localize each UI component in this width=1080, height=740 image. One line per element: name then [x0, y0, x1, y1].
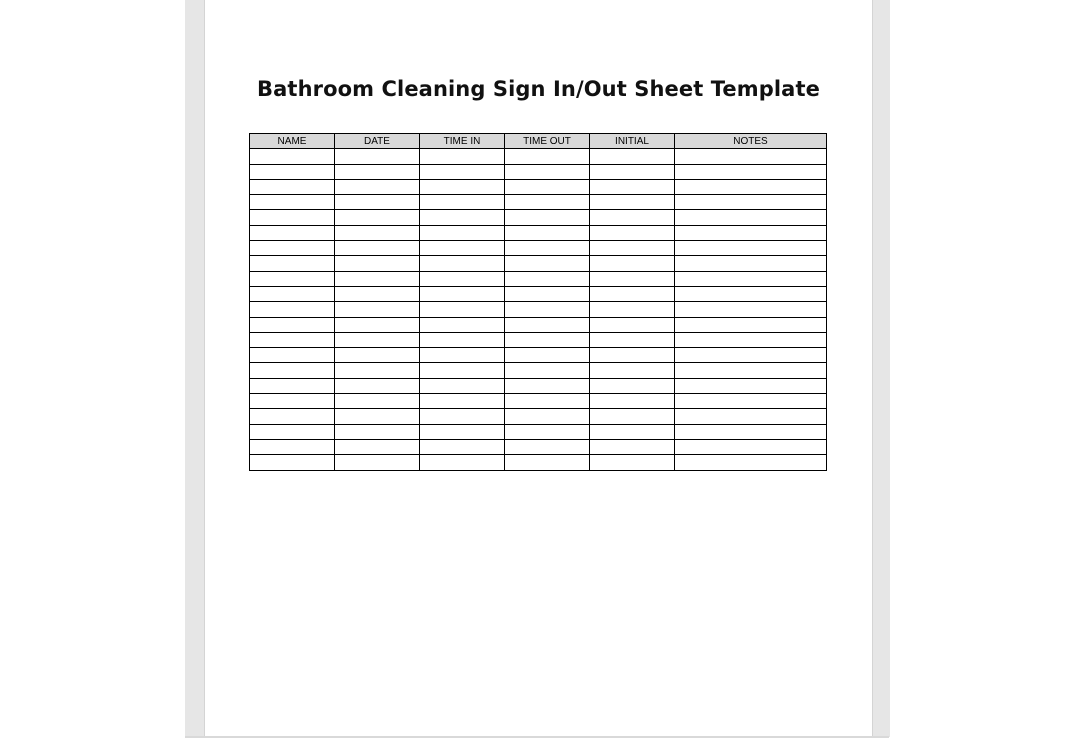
initial-cell[interactable] [590, 424, 675, 439]
table-row [250, 455, 827, 470]
date-cell[interactable] [335, 317, 420, 332]
bottom-page-edge [185, 736, 889, 738]
initial-cell[interactable] [590, 149, 675, 164]
name-cell[interactable] [250, 241, 335, 256]
time-out-cell[interactable] [505, 225, 590, 240]
notes-cell[interactable] [675, 332, 827, 347]
initial-cell[interactable] [590, 332, 675, 347]
table-row [250, 164, 827, 179]
name-cell[interactable] [250, 332, 335, 347]
notes-cell[interactable] [675, 149, 827, 164]
time-in-cell[interactable] [420, 378, 505, 393]
time-in-cell[interactable] [420, 241, 505, 256]
time-in-cell[interactable] [420, 424, 505, 439]
initial-cell[interactable] [590, 409, 675, 424]
date-cell[interactable] [335, 332, 420, 347]
date-cell[interactable] [335, 378, 420, 393]
time-in-cell[interactable] [420, 149, 505, 164]
name-cell[interactable] [250, 363, 335, 378]
sign-in-out-table [249, 133, 827, 471]
time-out-cell[interactable] [505, 378, 590, 393]
date-cell[interactable] [335, 348, 420, 363]
time-out-cell[interactable] [505, 179, 590, 194]
initial-cell[interactable] [590, 256, 675, 271]
initial-cell[interactable] [590, 225, 675, 240]
time-in-cell[interactable] [420, 409, 505, 424]
time-in-cell[interactable] [420, 394, 505, 409]
name-cell[interactable] [250, 302, 335, 317]
initial-cell[interactable] [590, 317, 675, 332]
name-cell[interactable] [250, 348, 335, 363]
date-cell[interactable] [335, 256, 420, 271]
time-out-cell[interactable] [505, 256, 590, 271]
table-row [250, 348, 827, 363]
initial-cell[interactable] [590, 394, 675, 409]
notes-cell[interactable] [675, 348, 827, 363]
name-cell[interactable] [250, 256, 335, 271]
date-cell[interactable] [335, 164, 420, 179]
date-cell[interactable] [335, 302, 420, 317]
notes-cell[interactable] [675, 378, 827, 393]
name-cell[interactable] [250, 394, 335, 409]
date-cell[interactable] [335, 225, 420, 240]
time-in-cell[interactable] [420, 286, 505, 301]
time-in-cell[interactable] [420, 195, 505, 210]
notes-cell[interactable] [675, 256, 827, 271]
time-in-cell[interactable] [420, 455, 505, 470]
table-row [250, 394, 827, 409]
notes-cell[interactable] [675, 317, 827, 332]
table-header-row [250, 134, 827, 149]
date-cell[interactable] [335, 149, 420, 164]
name-cell[interactable] [250, 195, 335, 210]
table-row [250, 378, 827, 393]
name-cell[interactable] [250, 409, 335, 424]
time-in-cell[interactable] [420, 225, 505, 240]
table-row [250, 332, 827, 347]
table-row [250, 424, 827, 439]
notes-cell[interactable] [675, 164, 827, 179]
time-in-cell[interactable] [420, 317, 505, 332]
time-in-cell[interactable] [420, 348, 505, 363]
name-cell[interactable] [250, 149, 335, 164]
table-row [250, 149, 827, 164]
initial-cell[interactable] [590, 302, 675, 317]
time-out-cell[interactable] [505, 164, 590, 179]
time-out-cell[interactable] [505, 363, 590, 378]
document-page[interactable] [205, 0, 872, 736]
table-row [250, 302, 827, 317]
left-page-margin-gutter [185, 0, 205, 737]
initial-cell[interactable] [590, 286, 675, 301]
name-cell[interactable] [250, 317, 335, 332]
document-title: Bathroom Cleaning Sign In/Out Sheet Template [257, 77, 820, 101]
time-out-cell[interactable] [505, 332, 590, 347]
column-header-time-in: TIME IN [420, 134, 505, 149]
initial-cell[interactable] [590, 195, 675, 210]
table-row [250, 271, 827, 286]
time-in-cell[interactable] [420, 164, 505, 179]
time-out-cell[interactable] [505, 149, 590, 164]
notes-cell[interactable] [675, 455, 827, 470]
notes-cell[interactable] [675, 302, 827, 317]
time-in-cell[interactable] [420, 256, 505, 271]
time-in-cell[interactable] [420, 179, 505, 194]
notes-cell[interactable] [675, 394, 827, 409]
time-out-cell[interactable] [505, 271, 590, 286]
table-row [250, 439, 827, 454]
table-row [250, 363, 827, 378]
time-in-cell[interactable] [420, 439, 505, 454]
name-cell[interactable] [250, 179, 335, 194]
time-in-cell[interactable] [420, 210, 505, 225]
time-out-cell[interactable] [505, 302, 590, 317]
date-cell[interactable] [335, 424, 420, 439]
name-cell[interactable] [250, 378, 335, 393]
initial-cell[interactable] [590, 363, 675, 378]
time-in-cell[interactable] [420, 332, 505, 347]
column-header-initial: INITIAL [590, 134, 675, 149]
time-out-cell[interactable] [505, 348, 590, 363]
table-row [250, 241, 827, 256]
column-header-date: DATE [335, 134, 420, 149]
time-out-cell[interactable] [505, 195, 590, 210]
name-cell[interactable] [250, 271, 335, 286]
date-cell[interactable] [335, 271, 420, 286]
date-cell[interactable] [335, 455, 420, 470]
name-cell[interactable] [250, 424, 335, 439]
initial-cell[interactable] [590, 241, 675, 256]
notes-cell[interactable] [675, 439, 827, 454]
date-cell[interactable] [335, 286, 420, 301]
initial-cell[interactable] [590, 348, 675, 363]
notes-cell[interactable] [675, 195, 827, 210]
date-cell[interactable] [335, 241, 420, 256]
time-in-cell[interactable] [420, 363, 505, 378]
table-row [250, 179, 827, 194]
date-cell[interactable] [335, 363, 420, 378]
initial-cell[interactable] [590, 378, 675, 393]
table-row [250, 195, 827, 210]
initial-cell[interactable] [590, 179, 675, 194]
initial-cell[interactable] [590, 271, 675, 286]
time-out-cell[interactable] [505, 317, 590, 332]
notes-cell[interactable] [675, 409, 827, 424]
time-out-cell[interactable] [505, 210, 590, 225]
table-row [250, 256, 827, 271]
table-row [250, 286, 827, 301]
column-header-notes: NOTES [675, 134, 827, 149]
notes-cell[interactable] [675, 241, 827, 256]
initial-cell[interactable] [590, 210, 675, 225]
date-cell[interactable] [335, 439, 420, 454]
time-out-cell[interactable] [505, 455, 590, 470]
initial-cell[interactable] [590, 164, 675, 179]
name-cell[interactable] [250, 164, 335, 179]
table-row [250, 210, 827, 225]
column-header-name: NAME [250, 134, 335, 149]
time-out-cell[interactable] [505, 409, 590, 424]
notes-cell[interactable] [675, 210, 827, 225]
table-row [250, 317, 827, 332]
column-header-time-out: TIME OUT [505, 134, 590, 149]
date-cell[interactable] [335, 179, 420, 194]
name-cell[interactable] [250, 455, 335, 470]
date-cell[interactable] [335, 210, 420, 225]
notes-cell[interactable] [675, 225, 827, 240]
time-out-cell[interactable] [505, 439, 590, 454]
name-cell[interactable] [250, 286, 335, 301]
notes-cell[interactable] [675, 271, 827, 286]
date-cell[interactable] [335, 195, 420, 210]
time-out-cell[interactable] [505, 286, 590, 301]
initial-cell[interactable] [590, 439, 675, 454]
time-out-cell[interactable] [505, 424, 590, 439]
table-row [250, 225, 827, 240]
name-cell[interactable] [250, 439, 335, 454]
time-out-cell[interactable] [505, 394, 590, 409]
time-out-cell[interactable] [505, 241, 590, 256]
time-in-cell[interactable] [420, 271, 505, 286]
notes-cell[interactable] [675, 286, 827, 301]
date-cell[interactable] [335, 409, 420, 424]
name-cell[interactable] [250, 225, 335, 240]
notes-cell[interactable] [675, 363, 827, 378]
notes-cell[interactable] [675, 424, 827, 439]
notes-cell[interactable] [675, 179, 827, 194]
table-row [250, 409, 827, 424]
right-page-margin-gutter [872, 0, 890, 737]
name-cell[interactable] [250, 210, 335, 225]
time-in-cell[interactable] [420, 302, 505, 317]
date-cell[interactable] [335, 394, 420, 409]
initial-cell[interactable] [590, 455, 675, 470]
table-body [250, 149, 827, 470]
